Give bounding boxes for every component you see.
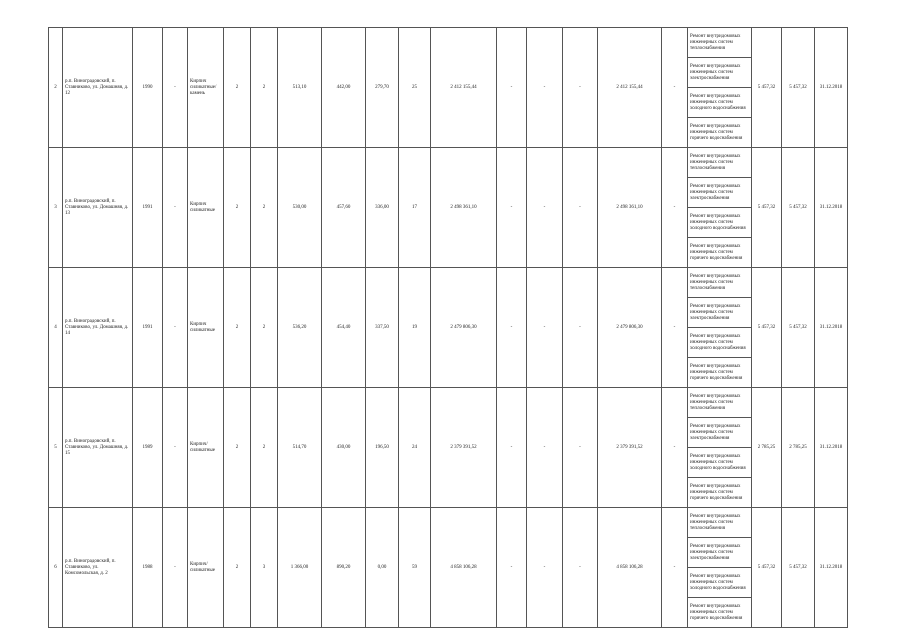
year-built-cell: 1990: [133, 28, 163, 148]
total-area-cell: 514,70: [278, 388, 322, 508]
unit-cost-cell: 5 457,32: [752, 268, 782, 388]
work-type-cell: Ремонт внутридомовых инженерных систем горячего водоснабжения: [688, 598, 752, 628]
area-premises-cell: 442,00: [322, 28, 366, 148]
cost-local-cell: -: [563, 148, 598, 268]
entrances-cell: 2: [251, 268, 278, 388]
row-number-cell: 2: [49, 28, 63, 148]
row-number-cell: 3: [49, 148, 63, 268]
address-cell: р.п. Виноградовский, п. Ставниково, ул. Домашняя, д. 12: [63, 28, 133, 148]
deadline-cell: 31.12.2018: [815, 508, 848, 628]
cost-local-cell: -: [563, 28, 598, 148]
year-overhaul-cell: -: [163, 268, 188, 388]
work-type-cell: Ремонт внутридомовых инженерных систем электроснабжения: [688, 538, 752, 568]
area-premises-cell: 454,40: [322, 268, 366, 388]
cost-total-cell: 2 379 391,52: [431, 388, 497, 508]
year-overhaul-cell: -: [163, 388, 188, 508]
cost-region-cell: -: [527, 508, 563, 628]
entrances-cell: 3: [251, 508, 278, 628]
area-premises-cell: 457,60: [322, 148, 366, 268]
address-cell: р.п. Виноградовский, п. Ставниково, ул. Комсомольская, д. 2: [63, 508, 133, 628]
area-residential-cell: 279,70: [366, 28, 399, 148]
wall-material-cell: Кирпич силикатные: [188, 148, 224, 268]
floors-cell: 2: [224, 28, 251, 148]
area-premises-cell: 890,20: [322, 508, 366, 628]
deadline-cell: 31.12.2018: [815, 148, 848, 268]
entrances-cell: 2: [251, 388, 278, 508]
work-type-cell: Ремонт внутридомовых инженерных систем горячего водоснабжения: [688, 118, 752, 148]
work-type-cell: Ремонт внутридомовых инженерных систем холодного водоснабжения: [688, 208, 752, 238]
work-type-cell: Ремонт внутридомовых инженерных систем холодного водоснабжения: [688, 88, 752, 118]
cost-fund-cell: -: [497, 388, 527, 508]
cost-local-cell: -: [563, 508, 598, 628]
residents-count-cell: 17: [399, 148, 431, 268]
total-area-cell: 536,20: [278, 268, 322, 388]
work-type-cell: Ремонт внутридомовых инженерных систем электроснабжения: [688, 298, 752, 328]
work-type-cell: Ремонт внутридомовых инженерных систем электроснабжения: [688, 58, 752, 88]
max-cost-cell: 5 457,32: [782, 28, 815, 148]
residents-count-cell: 25: [399, 28, 431, 148]
work-type-cell: Ремонт внутридомовых инженерных систем электроснабжения: [688, 418, 752, 448]
housing-repair-table: [48, 27, 848, 628]
cost-region-cell: -: [527, 388, 563, 508]
work-type-cell: Ремонт внутридомовых инженерных систем холодного водоснабжения: [688, 328, 752, 358]
cost-fund-cell: -: [497, 148, 527, 268]
cost-region-cell: -: [527, 28, 563, 148]
year-built-cell: 1991: [133, 148, 163, 268]
cost-total-cell: 4 858 106,28: [431, 508, 497, 628]
cost-region-cell: -: [527, 268, 563, 388]
cost-fund-cell: -: [497, 268, 527, 388]
cost-local-cell: -: [563, 388, 598, 508]
cost-other-cell: -: [662, 508, 688, 628]
wall-material-cell: Кирпич силикатные/камень: [188, 28, 224, 148]
work-type-cell: Ремонт внутридомовых инженерных систем горячего водоснабжения: [688, 238, 752, 268]
unit-cost-cell: 2 785,25: [752, 388, 782, 508]
cost-other-cell: -: [662, 388, 688, 508]
cost-fund-cell: -: [497, 508, 527, 628]
row-number-cell: 6: [49, 508, 63, 628]
table-row: [49, 268, 848, 298]
cost-owners-cell: 2 479 806,30: [598, 268, 662, 388]
year-overhaul-cell: -: [163, 28, 188, 148]
cost-owners-cell: 2 498 361,10: [598, 148, 662, 268]
area-residential-cell: 196,50: [366, 388, 399, 508]
residents-count-cell: 24: [399, 388, 431, 508]
cost-other-cell: -: [662, 28, 688, 148]
table-row: [49, 388, 848, 418]
floors-cell: 2: [224, 148, 251, 268]
cost-region-cell: -: [527, 148, 563, 268]
cost-other-cell: -: [662, 268, 688, 388]
table-row: [49, 28, 848, 58]
cost-fund-cell: -: [497, 28, 527, 148]
floors-cell: 2: [224, 508, 251, 628]
cost-owners-cell: 4 858 106,28: [598, 508, 662, 628]
wall-material-cell: Кирпич/ силикатные: [188, 388, 224, 508]
cost-owners-cell: 2 379 391,52: [598, 388, 662, 508]
deadline-cell: 31.12.2018: [815, 388, 848, 508]
floors-cell: 2: [224, 388, 251, 508]
total-area-cell: 513,10: [278, 28, 322, 148]
area-residential-cell: 337,50: [366, 268, 399, 388]
unit-cost-cell: 5 457,32: [752, 148, 782, 268]
entrances-cell: 2: [251, 148, 278, 268]
cost-other-cell: -: [662, 148, 688, 268]
entrances-cell: 2: [251, 28, 278, 148]
area-residential-cell: 0,00: [366, 508, 399, 628]
area-premises-cell: 430,00: [322, 388, 366, 508]
work-type-cell: Ремонт внутридомовых инженерных систем холодного водоснабжения: [688, 448, 752, 478]
unit-cost-cell: 5 457,32: [752, 28, 782, 148]
max-cost-cell: 5 457,32: [782, 148, 815, 268]
address-cell: р.п. Виноградовский, п. Ставниково, ул. Домашняя, д. 15: [63, 388, 133, 508]
total-area-cell: 1 366,00: [278, 508, 322, 628]
address-cell: р.п. Виноградовский, п. Ставниково, ул. Домашняя, д. 14: [63, 268, 133, 388]
residents-count-cell: 59: [399, 508, 431, 628]
year-overhaul-cell: -: [163, 148, 188, 268]
year-built-cell: 1988: [133, 508, 163, 628]
work-type-cell: Ремонт внутридомовых инженерных систем теплоснабжения: [688, 268, 752, 298]
cost-total-cell: 2 498 361,10: [431, 148, 497, 268]
year-built-cell: 1989: [133, 388, 163, 508]
table-row: [49, 148, 848, 178]
cost-local-cell: -: [563, 268, 598, 388]
cost-owners-cell: 2 412 155,44: [598, 28, 662, 148]
address-cell: р.п. Виноградовский, п. Ставниково, ул. Домашняя, д. 13: [63, 148, 133, 268]
work-type-cell: Ремонт внутридомовых инженерных систем теплоснабжения: [688, 508, 752, 538]
table-row: [49, 508, 848, 538]
row-number-cell: 4: [49, 268, 63, 388]
work-type-cell: Ремонт внутридомовых инженерных систем горячего водоснабжения: [688, 358, 752, 388]
residents-count-cell: 19: [399, 268, 431, 388]
work-type-cell: Ремонт внутридомовых инженерных систем теплоснабжения: [688, 388, 752, 418]
total-area-cell: 530,00: [278, 148, 322, 268]
work-type-cell: Ремонт внутридомовых инженерных систем теплоснабжения: [688, 148, 752, 178]
cost-total-cell: 2 479 806,30: [431, 268, 497, 388]
cost-total-cell: 2 412 155,44: [431, 28, 497, 148]
year-overhaul-cell: -: [163, 508, 188, 628]
max-cost-cell: 2 785,25: [782, 388, 815, 508]
row-number-cell: 5: [49, 388, 63, 508]
work-type-cell: Ремонт внутридомовых инженерных систем холодного водоснабжения: [688, 568, 752, 598]
work-type-cell: Ремонт внутридомовых инженерных систем электроснабжения: [688, 178, 752, 208]
work-type-cell: Ремонт внутридомовых инженерных систем горячего водоснабжения: [688, 478, 752, 508]
floors-cell: 2: [224, 268, 251, 388]
deadline-cell: 31.12.2018: [815, 28, 848, 148]
work-type-cell: Ремонт внутридомовых инженерных систем теплоснабжения: [688, 28, 752, 58]
wall-material-cell: Кирпич/ силикатные: [188, 508, 224, 628]
wall-material-cell: Кирпич силикатные: [188, 268, 224, 388]
year-built-cell: 1991: [133, 268, 163, 388]
max-cost-cell: 5 457,32: [782, 268, 815, 388]
max-cost-cell: 5 457,32: [782, 508, 815, 628]
unit-cost-cell: 5 457,32: [752, 508, 782, 628]
deadline-cell: 31.12.2018: [815, 268, 848, 388]
area-residential-cell: 336,00: [366, 148, 399, 268]
